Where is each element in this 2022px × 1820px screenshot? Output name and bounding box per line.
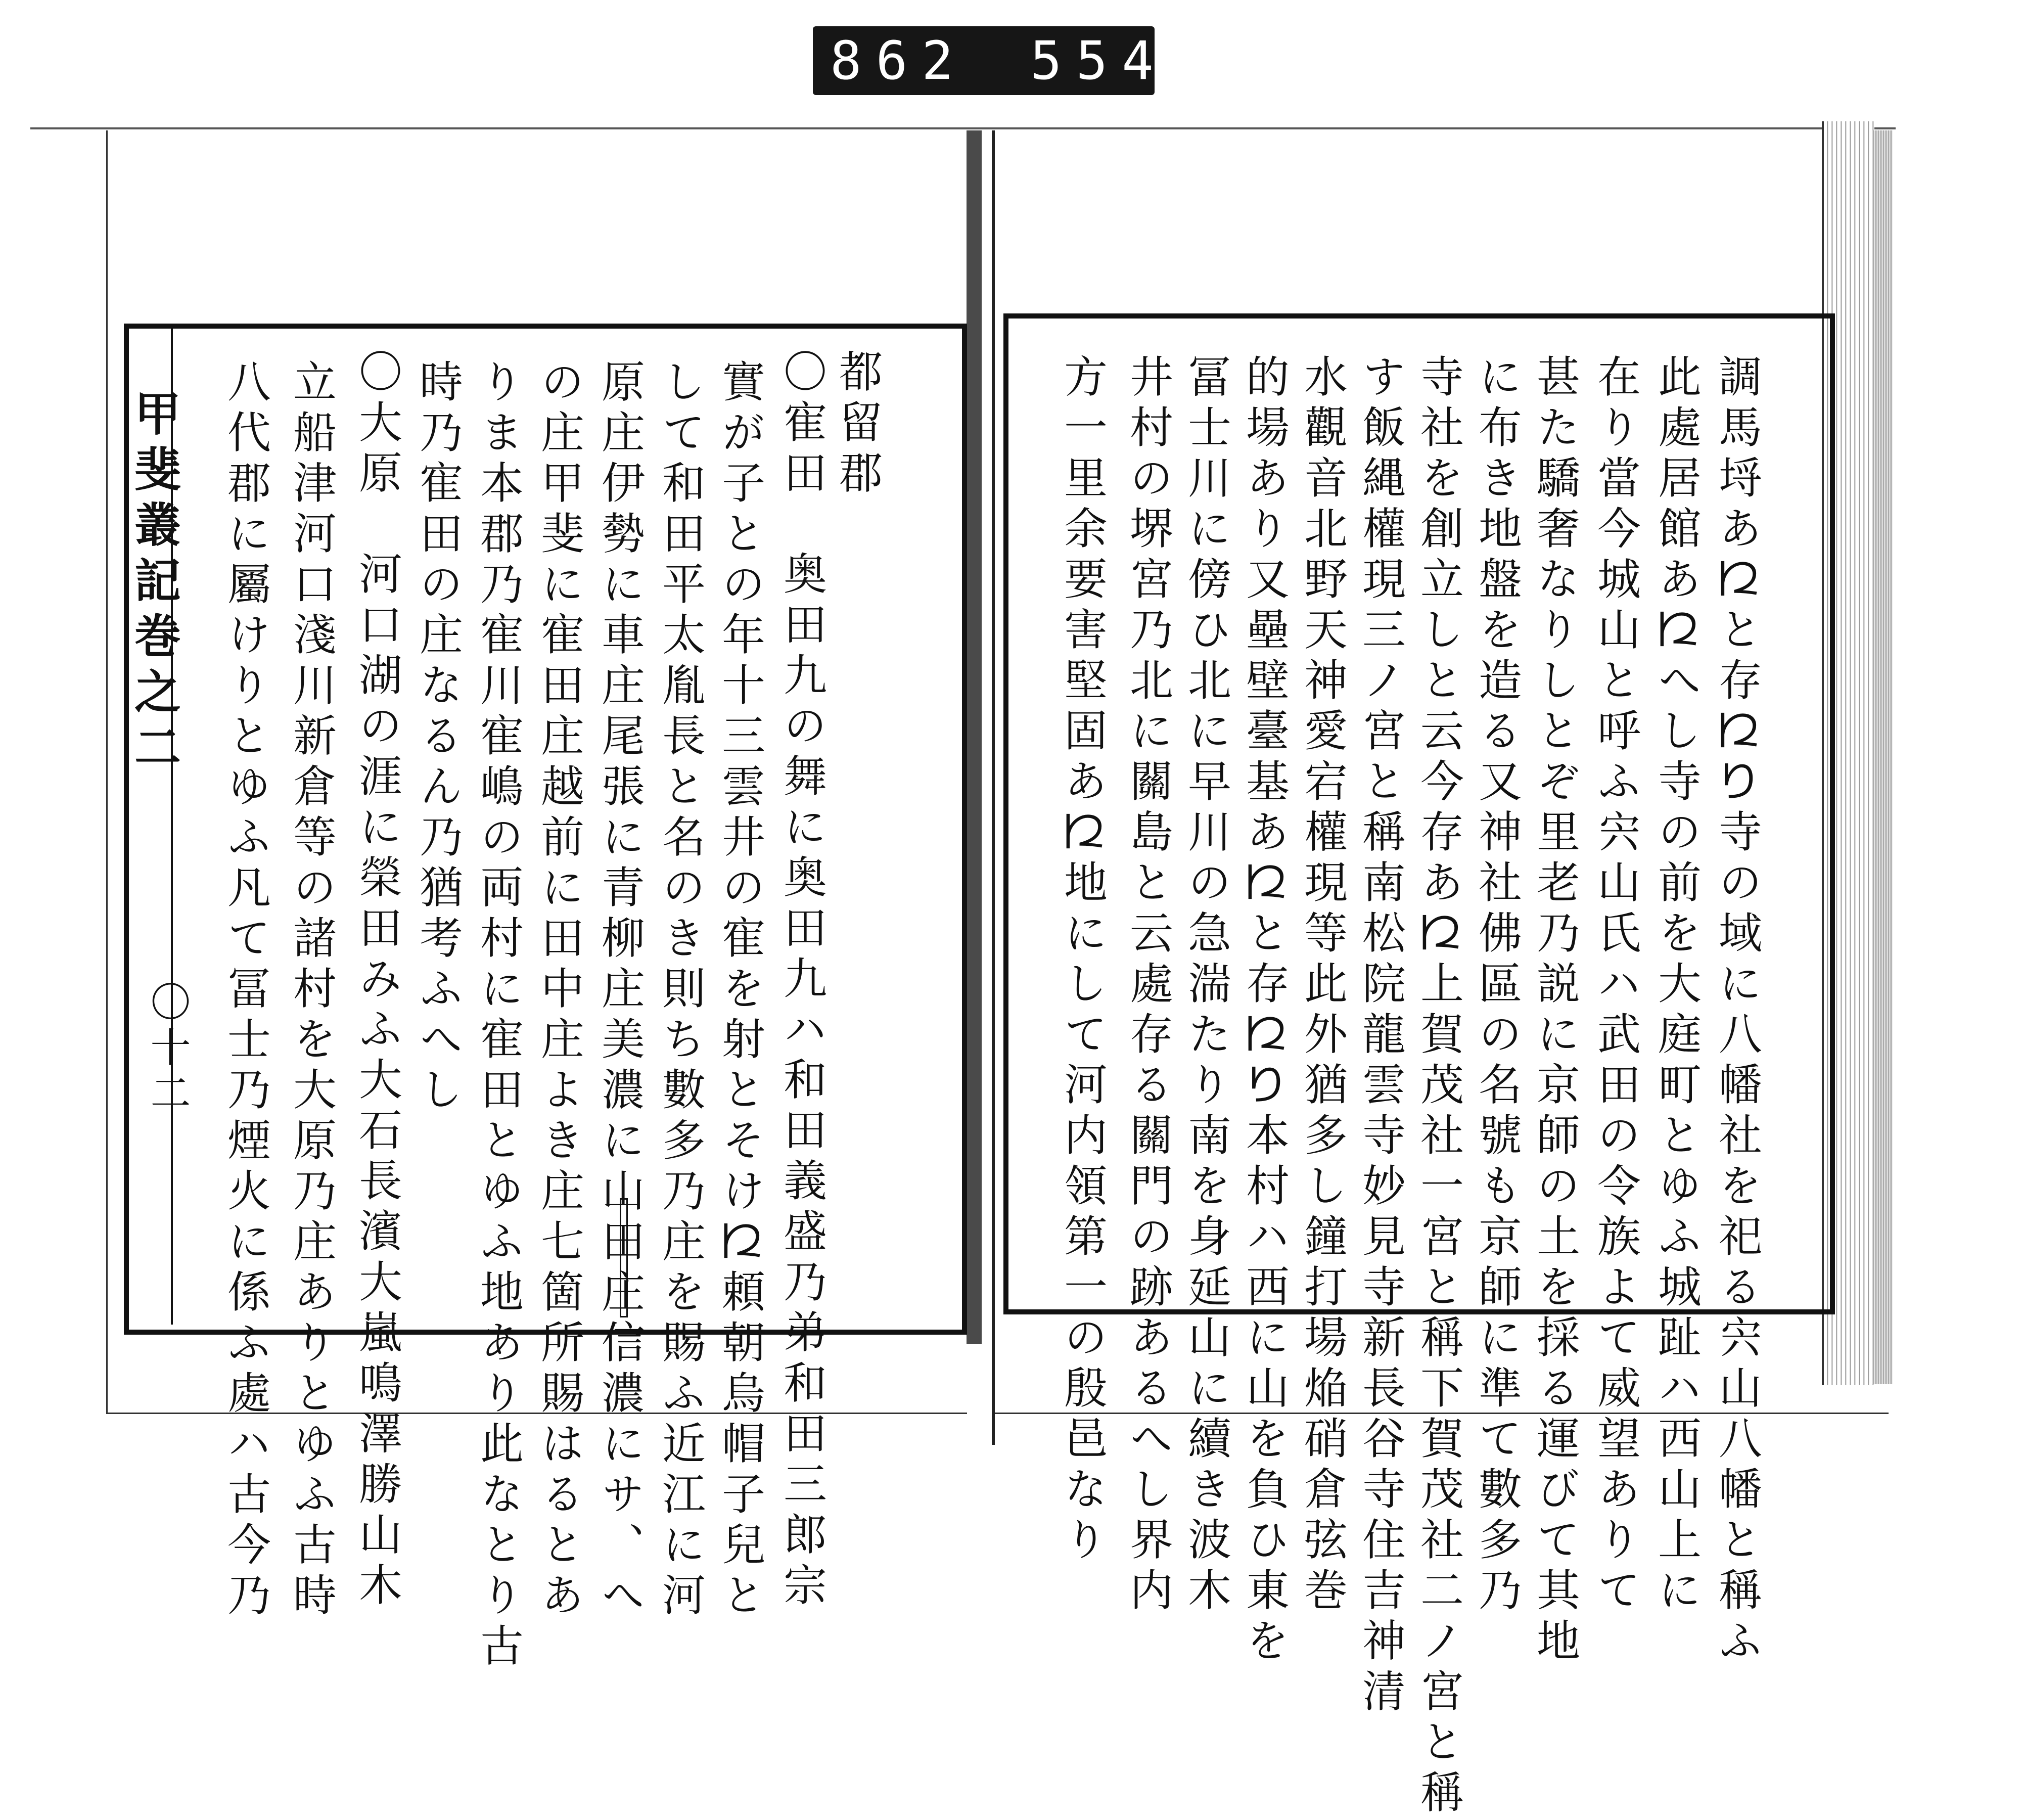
right-column-5: に布き地盤を造る又神社佛區の名號も京師に準て數多乃 <box>1471 354 1522 1618</box>
right-column-1: 調馬埒あ𛀁と存𛀁り寺の域に八幡社を祀る宍山八幡と稱ふ <box>1711 354 1762 1668</box>
left-column-10: 立船津河口淺川新倉等の諸村を大原乃庄ありとゆふ古時 <box>286 359 336 1623</box>
left-column-3: 實が子との年十三雲井の寉を射とそけ𛀁頼朝烏帽子兒と <box>714 359 765 1623</box>
right-column-9: 的場あり又壘壁臺基あ𛀁と存𛀁り本村ハ西に山を負ひ東を <box>1238 354 1289 1668</box>
left-column-7: りま本郡乃寉川寉嶋の両村に寉田とゆふ地あり此なとり古 <box>473 359 523 1673</box>
left-column-5: 原庄伊勢に車庄尾張に青柳庄美濃に山田庄信濃にサ、へ <box>594 359 645 1623</box>
right-column-11: 井村の堺宮乃北に關島と云處存る關門の跡あるへし界内 <box>1122 354 1173 1618</box>
binding-gutter <box>967 130 982 1344</box>
right-column-6: 寺社を創立しと云今存あ𛀁上賀茂社一宮と稱下賀茂社二ノ宮と稱 <box>1413 354 1463 1820</box>
archive-label <box>813 26 1214 95</box>
right-column-12: 方一里余要害堅固あ𛀁地にして河内領第一の殷邑なり <box>1056 354 1107 1567</box>
right-column-3: 在り當今城山と呼ふ宍山氏ハ武田の令族よて威望ありて <box>1590 354 1640 1618</box>
left-column-8: 時乃寉田の庄なるん乃猶考ふへし <box>412 359 463 1117</box>
top-page-edge <box>30 127 1896 129</box>
archive-number-left: 862 <box>830 30 968 92</box>
right-column-7: す飯縄權現三ノ宮と稱南松院龍雲寺妙見寺新長谷寺住吉神清 <box>1355 354 1405 1719</box>
bracket-mark <box>620 1198 628 1317</box>
right-column-8: 水觀音北野天神愛宕權現等此外猶多し鐘打場焔硝倉弦巻 <box>1297 354 1347 1618</box>
left-column-1: 都留郡 <box>832 349 882 500</box>
left-column-9: 〇大原 河口湖の涯に榮田みふ大石長濱大嵐鳴澤勝山木 <box>351 349 402 1613</box>
right-column-4: 甚た驕奢なりしとぞ里老乃説に京師の土を採る運びて其地 <box>1529 354 1580 1668</box>
left-column-2: 〇寉田 奥田九の舞に奥田九ハ和田義盛乃弟和田三郎宗 <box>776 349 826 1613</box>
running-title: 甲斐叢記巻之二 <box>127 389 181 779</box>
archive-number-right: 554. <box>1030 30 1214 92</box>
left-column-6: の庄甲斐に寉田庄越前に田中庄よき庄七箇所賜はるとあ <box>533 359 584 1623</box>
right-column-2: 此處居館あ𛀁へし寺の前を大庭町とゆふ城趾ハ西山上に <box>1650 354 1701 1618</box>
left-column-11: 八代郡に屬けりとゆふ凡て冨士乃煙火に係ふ處ハ古今乃 <box>220 359 270 1623</box>
page-number: 〇十二 <box>144 981 191 1117</box>
page-edge-stack-outer <box>1872 130 1893 1384</box>
right-column-10: 冨士川に傍ひ北に早川の急湍たり南を身延山に續き波木 <box>1180 354 1231 1618</box>
left-column-4: して和田平太胤長と名のき則ち數多乃庄を賜ふ近江に河 <box>655 359 705 1623</box>
